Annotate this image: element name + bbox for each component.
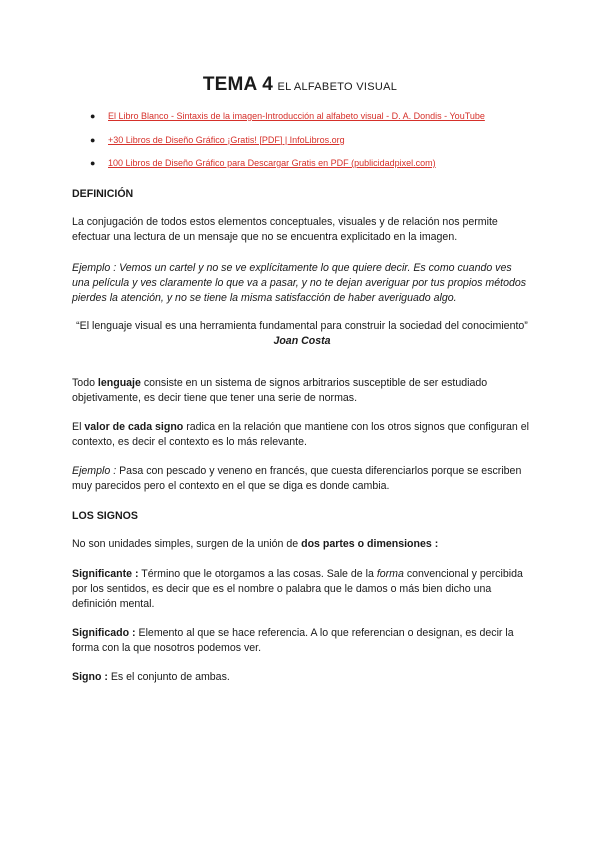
lenguaje-before: Todo [72,377,98,389]
lenguaje-bold: lenguaje [97,377,141,389]
ejemplo2-label: Ejemplo : [72,465,117,477]
list-item [92,157,485,181]
signos-heading: LOS SIGNOS [72,510,138,522]
list-item [92,134,485,158]
significante-text2: convencional y percibida por los sentidos, es decir que es el nombre o palabra que le damos o más bien dicho una definición mental. [72,568,523,610]
significado-label: Significado : [72,627,136,639]
bullet-icon: ● [90,111,96,121]
signos-intro-before: No son unidades simples, surgen de la unión de [72,538,302,550]
valor-paragraph [72,420,532,450]
ejemplo2-text: Pasa con pescado y veneno en francés, que cuesta diferenciarlos porque se escriben muy parecidos pero el contexto en el que se diga es donde cambia. [72,465,522,492]
definicion-paragraph: La conjugación de todos estos elementos conceptuales, visuales y de relación nos permite efectuar una lectura de un mensaje que no se encuentra explicitado en la imagen. [72,216,498,243]
signo-paragraph [72,670,532,685]
bullet-icon: ● [90,158,96,168]
ejemplo2-paragraph [72,464,532,494]
page-title [0,74,600,96]
valor-after: radica en la relación que mantiene con los otros signos que configuran el contexto, es decir el contexto es lo más relevante. [72,421,529,448]
quote-block [72,319,532,349]
significado-text: Elemento al que se hace referencia. A lo que referencian o designan, es decir la forma con la que nosotros podemos ver. [72,627,514,654]
lenguaje-paragraph [72,376,532,406]
quote-author: Joan Costa [273,335,331,347]
valor-bold: valor de cada signo [84,421,184,433]
definicion-heading: DEFINICIÓN [72,188,134,200]
link-publicidadpixel[interactable]: 100 Libros de Diseño Gráfico para Descargar Gratis en PDF (publicidadpixel.com) [108,158,436,168]
valor-before: El [72,421,85,433]
significante-label: Significante : [72,568,139,580]
signo-label: Signo : [72,671,108,683]
title-sub: EL ALFABETO VISUAL [277,81,398,93]
significado-paragraph [72,626,532,656]
list-item [92,110,485,134]
signo-text: Es el conjunto de ambas. [107,671,230,683]
significante-text1: Término que le otorgamos a las cosas. Sale de la [138,568,377,580]
lenguaje-after: consiste en un sistema de signos arbitrarios susceptible de ser estudiado objetivamente, es decir tiene que tener una serie de normas. [72,377,488,404]
significante-italic: forma [376,568,404,580]
title-main: TEMA 4 [202,74,273,95]
signos-intro-bold: dos partes o dimensiones : [301,538,439,550]
signos-intro [72,537,532,552]
significante-paragraph [72,567,532,612]
bullet-icon: ● [90,134,96,145]
link-libro-blanco[interactable]: El Libro Blanco - Sintaxis de la imagen-Introducción al alfabeto visual - D. A. Dondis - YouTube [108,111,485,121]
definicion-example: Ejemplo : Vemos un cartel y no se ve explícitamente lo que quiere decir. Es como cuando ves una película y ves claramente lo que va a pasar, y no te dejan averiguar por tus propios métodos pierdes la atención, y no se tiene la misma satisfacción de haber averiguado algo. [72,262,527,304]
reference-links-list [92,110,485,181]
quote-text: “El lenguaje visual es una herramienta fundamental para construir la sociedad del conocimiento” [76,320,528,332]
link-infolibros[interactable]: +30 Libros de Diseño Gráfico ¡Gratis! [PDF] | InfoLibros.org [108,134,345,145]
